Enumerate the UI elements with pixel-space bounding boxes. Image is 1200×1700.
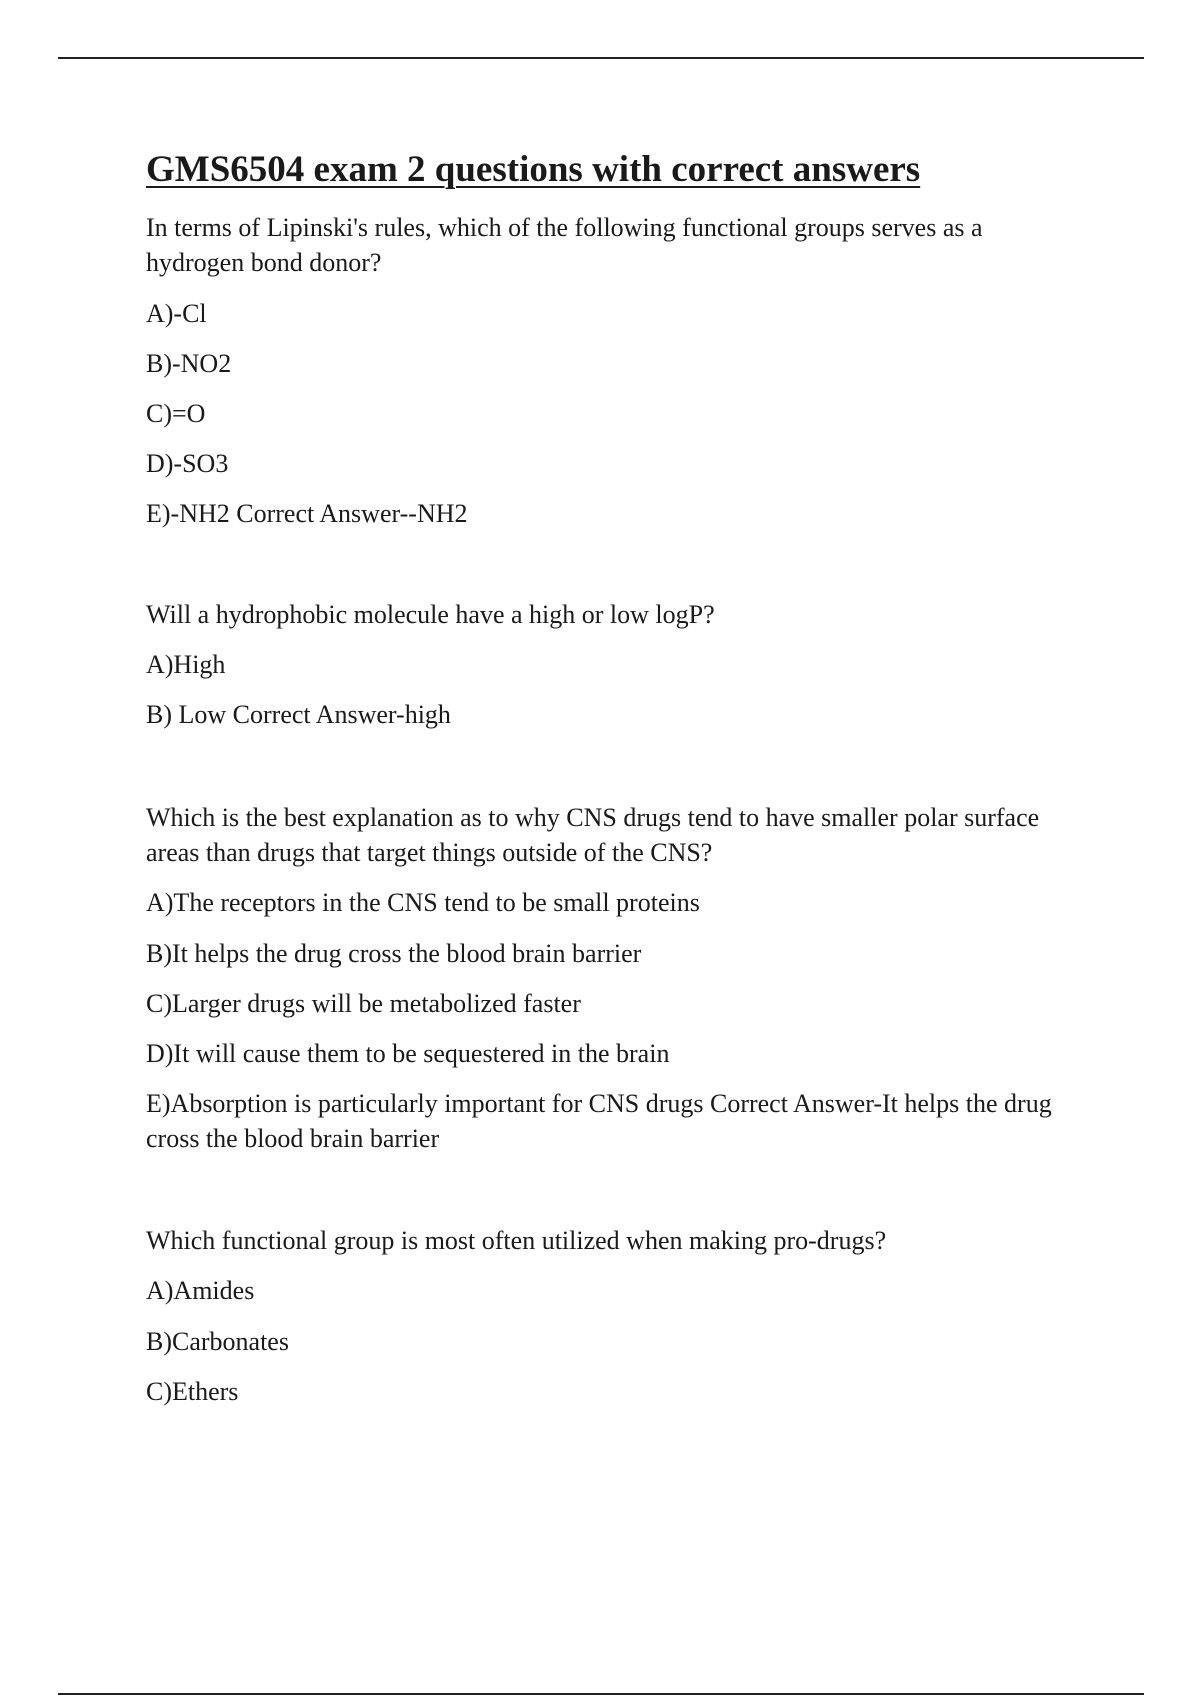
answer-option-with-correct-answer: E)-NH2 Correct Answer--NH2	[146, 499, 468, 528]
answer-option: A)Amides	[146, 1276, 255, 1305]
document-title: GMS6504 exam 2 questions with correct answers	[146, 149, 921, 190]
answer-option: D)It will cause them to be sequestered in the brain	[146, 1039, 670, 1068]
question-text: Which functional group is most often utilized when making pro-drugs?	[146, 1226, 887, 1255]
question-block	[146, 597, 1086, 732]
answer-option: C)Larger drugs will be metabolized faster	[146, 989, 581, 1018]
answer-option-with-correct-answer: E)Absorption is particularly important for CNS drugs Correct Answer-It helps the drug cross the blood brain barrier	[146, 1089, 1052, 1153]
question-block	[146, 1223, 1086, 1409]
top-rule	[58, 57, 1144, 59]
answer-option: A)-Cl	[146, 299, 207, 328]
question-text: Which is the best explanation as to why CNS drugs tend to have smaller polar surface areas than drugs that target things outside of the CNS?	[146, 803, 1040, 867]
bottom-rule	[58, 1693, 1144, 1695]
answer-option: B)Carbonates	[146, 1327, 289, 1356]
answer-option: D)-SO3	[146, 449, 229, 478]
answer-option: C)=O	[146, 399, 206, 428]
question-block	[146, 800, 1086, 1156]
document-body	[146, 146, 1086, 1409]
answer-option: B)It helps the drug cross the blood brain barrier	[146, 939, 642, 968]
answer-option-with-correct-answer: B) Low Correct Answer-high	[146, 700, 451, 729]
answer-option: A)The receptors in the CNS tend to be small proteins	[146, 888, 700, 917]
answer-option: B)-NO2	[146, 349, 232, 378]
question-text: Will a hydrophobic molecule have a high or low logP?	[146, 600, 715, 629]
question-text: In terms of Lipinski's rules, which of the following functional groups serves as a hydrogen bond donor?	[146, 213, 983, 277]
answer-option: C)Ethers	[146, 1377, 239, 1406]
answer-option: A)High	[146, 650, 226, 679]
question-block	[146, 210, 1086, 531]
